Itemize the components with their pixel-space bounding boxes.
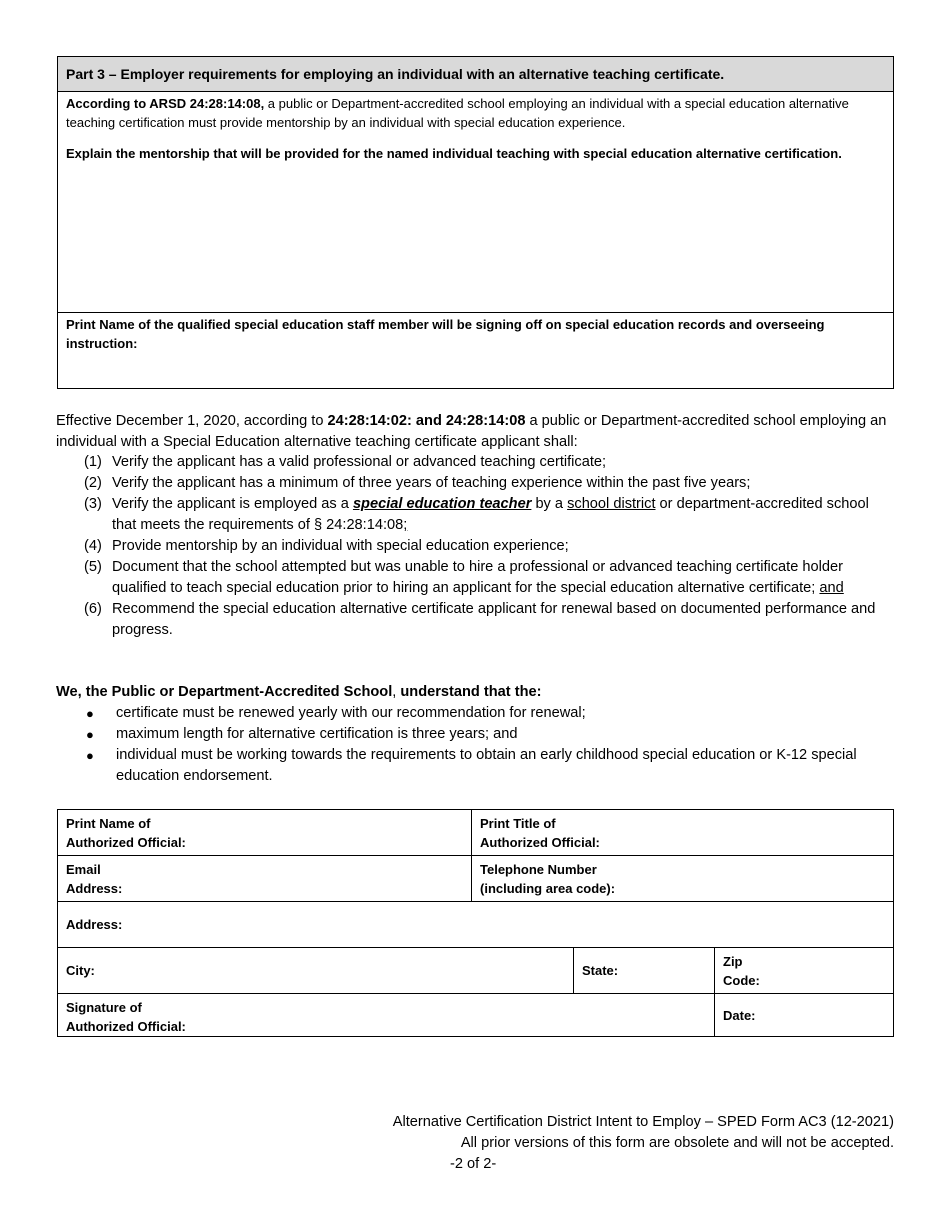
list-text: Provide mentorship by an individual with special education experience;: [112, 538, 569, 554]
understand-bold: We, the Public or Department-Accredited School: [56, 684, 393, 700]
list-item: [84, 536, 884, 557]
mentorship-section[interactable]: [58, 92, 893, 313]
field-label: Print Name of: [66, 816, 151, 831]
list-text: certificate must be renewed yearly with our recommendation for renewal;: [116, 705, 586, 721]
field-label: City:: [66, 963, 95, 978]
field-label: Address:: [66, 917, 123, 932]
signature-field[interactable]: [58, 994, 715, 1036]
underlined-semicolon: ;: [403, 517, 408, 533]
list-text-part: Verify the applicant is employed as a: [112, 496, 353, 512]
print-name-field[interactable]: [58, 810, 472, 855]
obsolete-notice: All prior versions of this form are obsolete and will not be accepted.: [460, 1135, 894, 1151]
special-education-teacher-link[interactable]: special education teacher: [352, 496, 532, 512]
form-id-text: Alternative Certification District Intent to Employ – SPED Form AC3 (12-2021): [392, 1114, 894, 1130]
field-label: Email: [66, 862, 101, 877]
list-text: maximum length for alternative certification is three years; and: [116, 726, 518, 742]
table-row: [58, 994, 893, 1036]
list-item: [84, 452, 884, 473]
qualified-staff-name-label: Print Name of the qualified special education staff member will be signing off on special education records and overseeing instruction:: [66, 317, 825, 351]
requirements-list: [84, 452, 884, 641]
field-label: Authorized Official:: [66, 1019, 186, 1034]
list-text-part: by a: [531, 496, 568, 512]
list-text: [112, 494, 884, 536]
list-number: (1): [84, 454, 102, 470]
understand-bullets: [86, 703, 886, 787]
bullet-icon: ●: [86, 727, 94, 742]
explain-mentorship-label: Explain the mentorship that will be provided for the named individual teaching with special education alternative certification.: [66, 146, 842, 161]
field-label: Zip: [723, 954, 743, 969]
field-label: Signature of: [66, 1000, 142, 1015]
list-item: [86, 724, 886, 745]
list-item: [84, 599, 884, 641]
list-number: (3): [84, 496, 102, 512]
signature-table: [57, 809, 894, 1037]
list-text-part: Document that the school attempted but was unable to hire a professional or advanced teaching certificate holder qualified to teach special education prior to hiring an applicant for the special education alternative certificate;: [112, 559, 843, 596]
according-bold: According to ARSD 24:28:14:08,: [66, 96, 265, 111]
list-text: [112, 557, 884, 599]
zip-code-field[interactable]: [715, 948, 893, 993]
field-label: Authorized Official:: [480, 835, 600, 850]
bullet-icon: ●: [86, 748, 94, 763]
field-label: Telephone Number: [480, 862, 597, 877]
form-footer: [194, 1112, 894, 1154]
intro-rule-reference: 24:28:14:02: and 24:28:14:08: [327, 413, 526, 429]
school-district-link[interactable]: school district: [567, 496, 656, 512]
list-number: (2): [84, 475, 102, 491]
list-item: [84, 557, 884, 599]
list-number: (6): [84, 601, 102, 617]
table-row: [58, 902, 893, 948]
field-label: Print Title of: [480, 816, 556, 831]
underlined-and: and: [819, 580, 844, 596]
part3-table: [57, 56, 894, 389]
intro-prefix: Effective December 1, 2020, according to: [56, 413, 328, 429]
list-number: (4): [84, 538, 102, 554]
telephone-field[interactable]: [472, 856, 893, 901]
table-row: [58, 810, 893, 856]
field-label: Date:: [723, 1007, 756, 1023]
list-text: Verify the applicant has a minimum of three years of teaching experience within the past five years;: [112, 475, 751, 491]
table-row: [58, 856, 893, 902]
list-item: [86, 703, 886, 724]
list-item: [84, 473, 884, 494]
print-title-field[interactable]: [472, 810, 893, 855]
list-item: [86, 745, 886, 787]
state-field[interactable]: [574, 948, 715, 993]
list-number: (5): [84, 559, 102, 575]
list-text-part: or department-accredited school that meets the requirements of § 24:28:14:08: [112, 496, 869, 533]
field-label: State:: [582, 963, 619, 978]
understand-heading: [56, 682, 896, 703]
intro-suffix: a public or Department-accredited school employing an individual with a Special Education alternative teaching certificate applicant shall:: [56, 413, 887, 450]
field-label: Address:: [66, 881, 123, 896]
page-number: -2 of 2-: [450, 1156, 497, 1172]
part3-header: Part 3 – Employer requirements for employing an individual with an alternative teaching certificate.: [58, 57, 893, 92]
intro-paragraph: [56, 411, 896, 453]
date-field[interactable]: [715, 994, 893, 1036]
list-text: Recommend the special education alternative certificate applicant for renewal based on documented performance and progress.: [112, 601, 876, 638]
list-text: individual must be working towards the requirements to obtain an early childhood special education or K-12 special education endorsement.: [116, 747, 857, 784]
field-label: Code:: [723, 973, 760, 988]
table-row: [58, 948, 893, 994]
list-text: Verify the applicant has a valid professional or advanced teaching certificate;: [112, 454, 607, 470]
according-paragraph: [66, 94, 885, 132]
field-label: Authorized Official:: [66, 835, 186, 850]
bullet-icon: ●: [86, 706, 94, 721]
list-item: [84, 494, 884, 536]
email-field[interactable]: [58, 856, 472, 901]
qualified-staff-name-field[interactable]: [58, 313, 893, 353]
understand-bold: understand that the:: [396, 684, 542, 700]
city-field[interactable]: [58, 948, 574, 993]
field-label: (including area code):: [480, 881, 616, 896]
address-field[interactable]: [58, 902, 893, 947]
according-text: a public or Department-accredited school employing an individual with a special education alternative teaching certification must provide mentorship by an individual with special education experience.: [66, 96, 849, 130]
understand-comma: ,: [392, 684, 397, 700]
